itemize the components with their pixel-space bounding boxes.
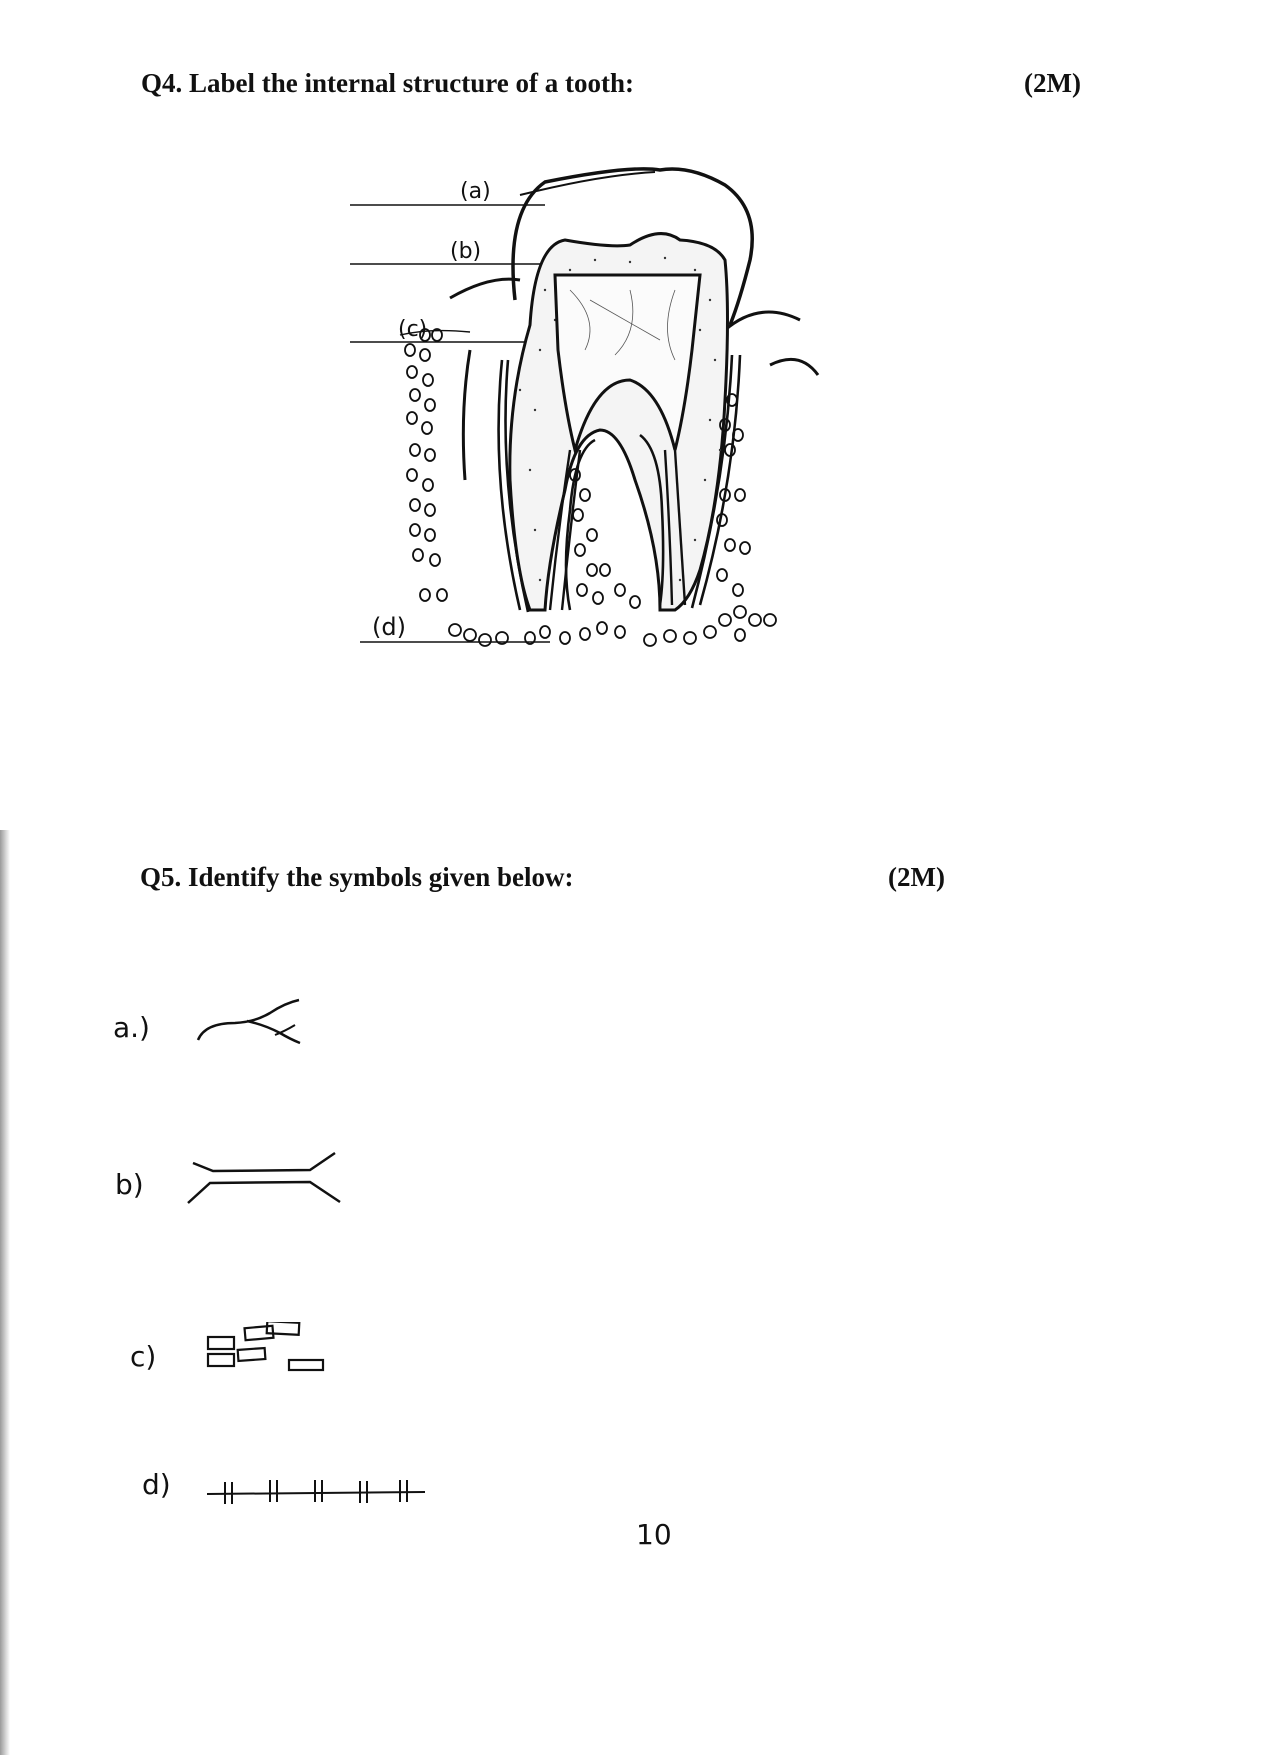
label-d: (d) (372, 613, 406, 641)
double-line-flared-symbol-icon (185, 1148, 350, 1208)
q5-marks: (2M) (888, 862, 945, 892)
page-number: 10 (636, 1518, 672, 1551)
q4-marks: (2M) (1024, 68, 1081, 98)
symbol-a-label: a.) (113, 1011, 150, 1044)
q4-title: Q4. Label the internal structure of a tooth: (141, 68, 634, 98)
line-with-double-ticks-symbol-icon (205, 1472, 430, 1512)
q5-title: Q5. Identify the symbols given below: (140, 862, 574, 892)
label-c: (c) (398, 317, 428, 342)
gum-line-left (450, 279, 520, 298)
scan-left-edge-shadow (0, 830, 10, 1755)
label-b: (b) (450, 239, 482, 264)
symbol-d-label: d) (142, 1468, 171, 1501)
symbol-b-label: b) (115, 1168, 144, 1201)
tooth-diagram (330, 150, 850, 670)
symbol-c-label: c) (130, 1340, 157, 1373)
bone-edge-right (770, 359, 818, 375)
gum-line-right (725, 312, 800, 330)
scattered-rectangles-symbol-icon (205, 1322, 330, 1372)
branching-line-symbol-icon (195, 995, 325, 1055)
label-a: (a) (460, 179, 491, 204)
bone-edge-left (463, 350, 470, 480)
